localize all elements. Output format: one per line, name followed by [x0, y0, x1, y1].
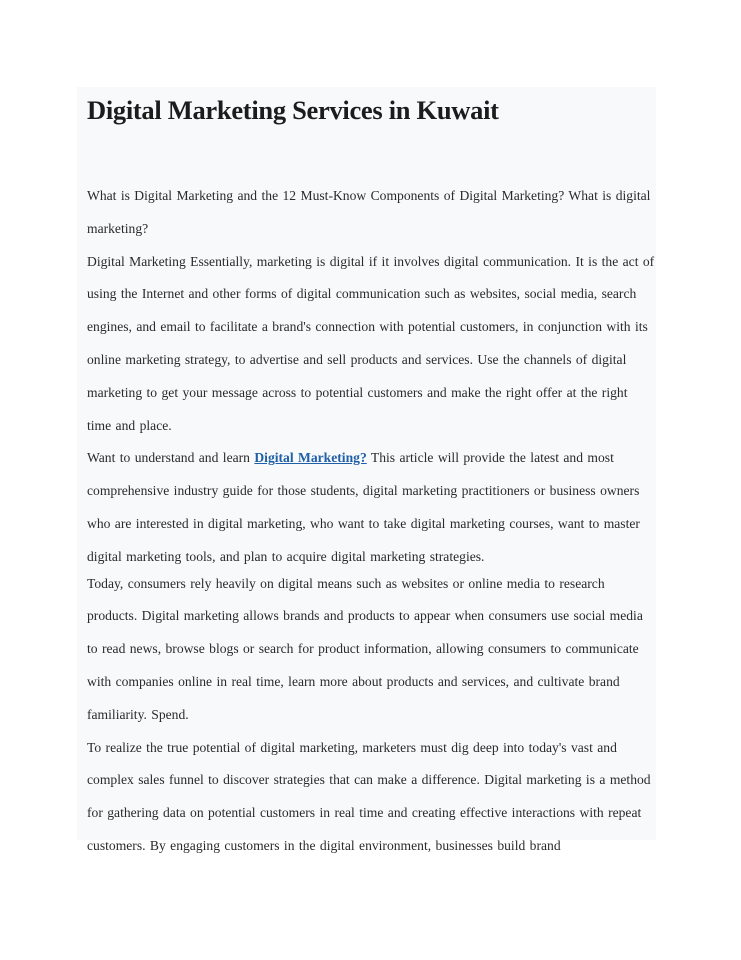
- paragraph-learn-more: [87, 442, 655, 573]
- digital-marketing-link[interactable]: Digital Marketing?: [254, 450, 367, 466]
- paragraph-learn-more-rest: This article will provide the latest and most comprehensive industry guide for those students, digital marketing practitioners or business owners who are interested in digital marketing, who want to take digital marketing courses, want to master digital marketing tools, and plan to acquire digital marketing strategies.: [87, 450, 640, 564]
- document-body: [87, 92, 655, 863]
- paragraph-intro-question: What is Digital Marketing and the 12 Must-Know Components of Digital Marketing? What is digital marketing?: [87, 188, 651, 236]
- paragraph-learn-more-lead: Want to understand and learn: [87, 450, 255, 466]
- paragraph-definition: Digital Marketing Essentially, marketing is digital if it involves digital communication. It is the act of using the Internet and other forms of digital communication such as websites, social media, search engines, and email to facilitate a brand's connection with potential customers, in conjunction with its online marketing strategy, to advertise and sell products and services. Use the channels of digital marketing to get your message across to potential customers and make the right offer at the right time and place.: [87, 253, 655, 433]
- paragraph-consumers: Today, consumers rely heavily on digital means such as websites or online media to research products. Digital marketing allows brands and products to appear when consumers use social media to read news, browse blogs or search for product information, allowing consumers to communicate with companies online in real time, learn more about products and services, and cultivate brand familiarity. Spend.: [87, 575, 643, 722]
- page-title: Digital Marketing Services in Kuwait: [87, 95, 499, 125]
- paragraph-true-potential: To realize the true potential of digital marketing, marketers must dig deep into today's vast and complex sales funnel to discover strategies that can make a difference. Digital marketing is a method for gathering data on potential customers in real time and creating effective interactions with repeat customers. By engaging customers in the digital environment, businesses build brand: [87, 739, 651, 853]
